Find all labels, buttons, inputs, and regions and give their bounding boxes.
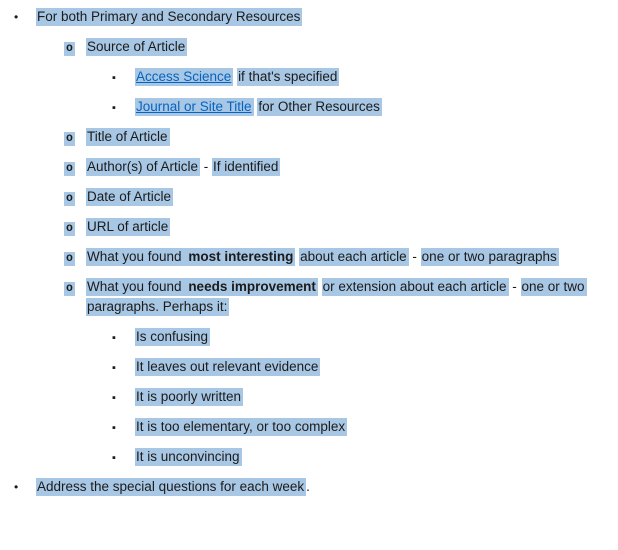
text-run: It is too elementary, or too complex <box>136 419 346 434</box>
disc-bullet-icon: • <box>14 10 19 24</box>
text-run: needs improvement <box>188 279 316 294</box>
bullet-cell <box>112 387 135 407</box>
bullet-cell <box>112 327 135 347</box>
text-line <box>86 157 280 177</box>
square-bullet-icon: ▪ <box>112 102 116 114</box>
text-line <box>86 297 587 317</box>
item-text <box>36 477 310 497</box>
disc-bullet-icon: • <box>14 480 19 494</box>
text-run: for Other Resources <box>258 99 380 114</box>
item-text <box>135 447 242 467</box>
text-line <box>135 357 320 377</box>
text-line <box>36 477 310 497</box>
text-run: For both Primary and Secondary Resources <box>37 9 301 24</box>
hyperlink[interactable]: Access Science <box>136 69 232 84</box>
item-text <box>86 277 587 317</box>
text-run: Is confusing <box>136 329 209 344</box>
text-run: What you found <box>87 249 186 264</box>
bullet-cell <box>64 277 86 297</box>
text-run: most interesting <box>188 249 294 264</box>
bullet-cell <box>14 477 36 497</box>
text-run: one or two paragraphs <box>421 249 557 264</box>
item-text <box>135 417 347 437</box>
item-text <box>86 247 559 267</box>
item-text <box>135 387 243 407</box>
list-item <box>0 327 618 347</box>
item-text <box>135 357 320 377</box>
text-line <box>135 67 339 87</box>
list-item <box>0 187 618 207</box>
item-text <box>86 217 170 237</box>
item-text <box>36 7 302 27</box>
bullet-cell <box>112 97 135 117</box>
item-text <box>86 187 173 207</box>
item-text <box>86 157 280 177</box>
circle-bullet-icon: o <box>66 282 73 295</box>
text-line <box>135 327 210 347</box>
text-run: It is unconvincing <box>136 449 240 464</box>
item-text <box>135 327 210 347</box>
text-run: about each article <box>300 249 407 264</box>
item-text <box>135 97 382 117</box>
list-item <box>0 477 618 497</box>
text-run: Title of Article <box>87 129 168 144</box>
bullet-list <box>0 7 618 497</box>
bullet-cell <box>64 157 86 177</box>
bullet-cell <box>64 187 86 207</box>
text-line <box>135 387 243 407</box>
list-item <box>0 157 618 177</box>
text-run: or extension about each article <box>322 279 507 294</box>
hyperlink[interactable]: Journal or Site Title <box>136 99 252 114</box>
text-run: - <box>408 249 421 264</box>
text-run: . <box>306 479 310 494</box>
square-bullet-icon: ▪ <box>112 72 116 84</box>
list-item <box>0 387 618 407</box>
list-item <box>0 97 618 117</box>
circle-bullet-icon: o <box>66 222 73 235</box>
text-line <box>86 217 170 237</box>
bullet-cell <box>64 127 86 147</box>
text-run: What you found <box>87 279 186 294</box>
text-line <box>36 7 302 27</box>
square-bullet-icon: ▪ <box>112 452 116 464</box>
list-item <box>0 417 618 437</box>
list-item <box>0 67 618 87</box>
list-item <box>0 247 618 267</box>
text-line <box>135 97 382 117</box>
text-run: Author(s) of Article <box>87 159 199 174</box>
bullet-cell <box>64 37 86 57</box>
text-line <box>86 247 559 267</box>
text-run: URL of article <box>87 219 169 234</box>
bullet-cell <box>112 357 135 377</box>
text-run: paragraphs. Perhaps it: <box>87 299 228 314</box>
circle-bullet-icon: o <box>66 42 73 55</box>
list-item <box>0 7 618 27</box>
square-bullet-icon: ▪ <box>112 332 116 344</box>
text-run: if that's specified <box>238 69 338 84</box>
text-line <box>135 447 242 467</box>
square-bullet-icon: ▪ <box>112 422 116 434</box>
list-item <box>0 37 618 57</box>
bullet-cell <box>14 7 36 27</box>
bullet-cell <box>64 217 86 237</box>
square-bullet-icon: ▪ <box>112 362 116 374</box>
text-run: It leaves out relevant evidence <box>136 359 319 374</box>
text-run: Address the special questions for each week <box>37 479 305 494</box>
circle-bullet-icon: o <box>66 252 73 265</box>
text-line <box>86 37 187 57</box>
text-run: Date of Article <box>87 189 172 204</box>
text-line <box>86 187 173 207</box>
list-item <box>0 217 618 237</box>
bullet-cell <box>112 417 135 437</box>
bullet-cell <box>64 247 86 267</box>
bullet-cell <box>112 447 135 467</box>
list-item <box>0 357 618 377</box>
text-line <box>86 277 587 297</box>
text-run: - <box>508 279 521 294</box>
text-run: Source of Article <box>87 39 186 54</box>
circle-bullet-icon: o <box>66 132 73 145</box>
item-text <box>135 67 339 87</box>
text-line <box>135 417 347 437</box>
list-item <box>0 127 618 147</box>
circle-bullet-icon: o <box>66 162 73 175</box>
list-item <box>0 277 618 317</box>
text-run: - <box>200 159 213 174</box>
bullet-cell <box>112 67 135 87</box>
circle-bullet-icon: o <box>66 192 73 205</box>
item-text <box>86 127 170 147</box>
item-text <box>86 37 187 57</box>
list-item <box>0 447 618 467</box>
text-run: If identified <box>213 159 279 174</box>
text-run: It is poorly written <box>136 389 242 404</box>
text-line <box>86 127 170 147</box>
square-bullet-icon: ▪ <box>112 392 116 404</box>
text-run: one or two <box>521 279 585 294</box>
